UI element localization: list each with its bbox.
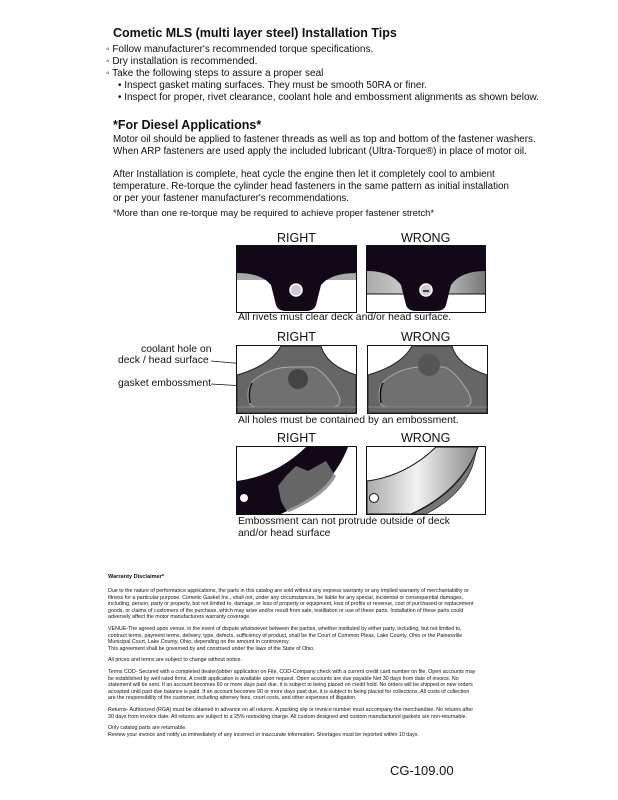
- warranty-heading: Warranty Disclaimer*: [108, 574, 165, 580]
- bullet: ◦ Follow manufacturer's recommended torque specifications.: [106, 44, 374, 55]
- page-title: Cometic MLS (multi layer steel) Installation Tips: [113, 26, 397, 40]
- diesel-heading: *For Diesel Applications*: [113, 118, 262, 132]
- diesel-note: *More than one re-torque may be required to achieve proper fastener stretch*: [113, 207, 435, 218]
- right-label: RIGHT: [277, 330, 316, 344]
- wrong-label: WRONG: [401, 330, 451, 344]
- caption: All holes must be contained by an embossment.: [238, 415, 459, 426]
- diesel-para-1: Motor oil should be applied to fastener threads as well as top and bottom of the fastener washers. When ARP fasteners are used apply the included lubricant (Ultra-Torque®) in place of motor oil.: [113, 134, 536, 157]
- rivet-clearance-diagram: [236, 245, 486, 313]
- right-label: RIGHT: [277, 431, 316, 445]
- right-rivet-panel: [237, 246, 357, 313]
- wrong-label: WRONG: [401, 431, 451, 445]
- wrong-label: WRONG: [401, 231, 451, 245]
- caption: Embossment can not protrude outside of deck and/or head surface: [238, 516, 450, 539]
- callout-coolant-hole: deck / head surface: [118, 355, 209, 366]
- right-hole-panel: [237, 346, 357, 414]
- right-embossment-panel: [237, 447, 357, 515]
- bullet: ◦ Dry installation is recommended.: [106, 56, 258, 67]
- diesel-para-2: After Installation is complete, heat cycle the engine then let it completely cool to ambient temperature. Re-torque the cylinder head fasteners in the same pattern as initial installation or per your fastener manufacturer's recommendations.: [113, 169, 509, 204]
- embossment-diagram: [236, 446, 486, 516]
- bullet: ◦ Take the following steps to assure a proper seal: [106, 68, 324, 79]
- wrong-embossment-panel: [367, 447, 486, 515]
- wrong-hole-panel: [368, 346, 488, 414]
- sub-bullet: • Inspect gasket mating surfaces. They must be smooth 50RA or finer.: [118, 80, 428, 91]
- callout-coolant-hole: coolant hole on: [141, 344, 212, 355]
- right-label: RIGHT: [277, 231, 316, 245]
- sub-bullet: • Inspect for proper, rivet clearance, coolant hole and embossment alignments as shown below.: [118, 92, 539, 103]
- page-code: CG-109.00: [390, 763, 454, 778]
- callout-embossment: gasket embossment: [118, 378, 211, 389]
- wrong-rivet-panel: [367, 246, 486, 313]
- caption: All rivets must clear deck and/or head surface.: [238, 312, 452, 323]
- warranty-text: Due to the nature of performance applications, the parts in this catalog are sold without any express warranty or any implied warranty of merchantability or fitness for a particular purpose. Cometic Gasket Inc., shall not, under any circumstances, be liable for any special, incidental or consequential damages, including, person, party or property, but not limited to, damage, or loss of property or equipment, loss of profits or revenue, cost of purchased or replacement goods, or claims of customers of the purchase, which may arise and/or result from sale, instillation or use of these parts. Installation of these parts could adversely affect the motor manufacturers warranty coverage. VENUE-The agreed upon venue, in the event of dispute whatsoever between the parties, whether instituted by either party, including, but not limited to, contract terms, payment terms, delivery, type, defects, sufficiency of product, shall be the Court of Common Pleas, Lake County, Ohio or the Painesville Municipal Court, Lake County, Ohio, depending on the amount in controversy. This agreement shall be governed by and construed under the laws of the State of Ohio. All prices and terms are subject to change without notice. Terms COD- Secured with a completed dealer/jobber application on File, COD-Company check with a current credit card number on file. Open accounts may be established by well rated firms. A credit application is available upon request. Open accounts are due payable Net 30 days from date of invoice. No statement will be sent. If an account becomes 60 or more days past due, it is subject to being placed on credit hold. No orders will be shipped or new orders accepted until past due balance is paid. If an account becomes 90 or more days past due, it is subject to being placed for collections. All costs of collection are the responsibility of the customer, including attorney fees, court costs, and other expenses of litigation. Returns- Authorized (RGA) must be obtained in advance on all returns. A packing slip or invoice number must accompany the merchandise. No returns after 30 days from invoice date. All returns are subject to a 25% restocking charge. All custom designed and custom manufactured gaskets are non-returnable. Only catalog parts are returnable. Review your invoice and notify us immediately of any incorrect or inaccurate information. Shortages must be reported within 10 days.: [108, 588, 476, 738]
- coolant-hole-diagram: [205, 345, 490, 415]
